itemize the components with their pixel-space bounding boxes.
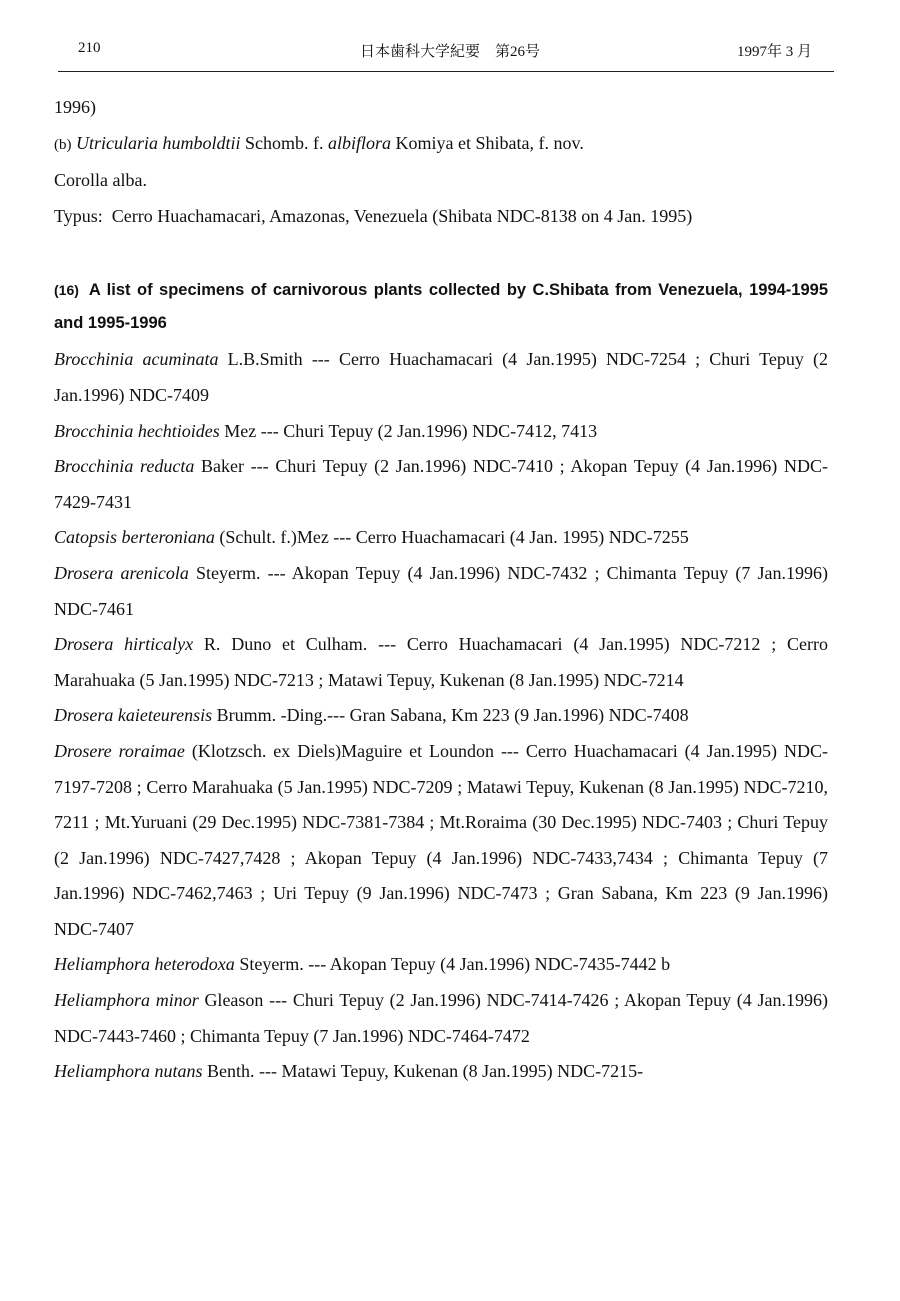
list-item: Drosera arenicola Steyerm. --- Akopan Tepuy (4 Jan.1996) NDC-7432 ; Chimanta Tepuy (7 Jan.1996) NDC-7461 [54,562,829,619]
new-forma-entry [54,126,828,164]
typus [54,199,828,235]
list-item: Brocchinia hechtioides Mez --- Churi Tepuy (2 Jan.1996) NDC-7412, 7413 [54,420,598,441]
list-item: Brocchinia reducta Baker --- Churi Tepuy (2 Jan.1996) NDC-7410 ; Akopan Tepuy (4 Jan.1996) NDC-7429-7431 [54,456,828,512]
typus-text: Cerro Huachamacari, Amazonas, Venezuela (Shibata NDC-8138 on 4 Jan. 1995) [111,205,693,226]
list-item: Heliamphora heterodoxa Steyerm. --- Akopan Tepuy (4 Jan.1996) NDC-7435-7442 b [54,954,671,975]
list-item: Catopsis berteroniana (Schult. f.)Mez --- Cerro Huachamacari (4 Jan. 1995) NDC-7255 [54,527,689,548]
list-item: Drosera hirticalyx R. Duno et Culham. --- Cerro Huachamacari (4 Jan.1995) NDC-7212 ; Cerro Marahuaka (5 Jan.1995) NDC-7213 ; Matawi Tepuy, Kukenan (8 Jan.1995) NDC-7214 [54,634,828,690]
taxon-name: Utricularia humboldtii [76,132,241,153]
page-number: 210 [78,40,101,56]
taxon-author: Schomb. f. [245,132,324,153]
issue-date: 1997年 3 月 [736,44,812,60]
forma-name: albiflora [328,132,392,153]
specimen-list [54,342,828,1089]
typus-label: Typus: [54,205,103,226]
list-item: Drosera kaieteurensis Brumm. -Ding.--- Gran Sabana, Km 223 (9 Jan.1996) NDC-7408 [54,705,689,726]
body-text [54,90,828,1090]
description: Corolla alba. [54,170,147,191]
list-item: Drosere roraimae (Klotzsch. ex Diels)Maguire et Loundon --- Cerro Huachamacari (4 Jan.1995) NDC-7197-7208 ; Cerro Marahuaka (5 Jan.1995) NDC-7209 ; Matawi Tepuy, Kukenan (8 Jan.1995) NDC-7210, 7211 ; Mt.Yuruani (29 Dec.1995) NDC-7381-7384 ; Mt.Roraima (30 Dec.1995) NDC-7403 ; Churi Tepuy (2 Jan.1996) NDC-7427,7428 ; Akopan Tepuy (4 Jan.1996) NDC-7433,7434 ; Chimanta Tepuy (7 Jan.1996) NDC-7462,7463 ; Uri Tepuy (9 Jan.1996) NDC-7473 ; Gran Sabana, Km 223 (9 Jan.1996) NDC-7407 [54,740,828,939]
list-item: Heliamphora minor Gleason --- Churi Tepuy (2 Jan.1996) NDC-7414-7426 ; Akopan Tepuy (4 Jan.1996) NDC-7443-7460 ; Chimanta Tepuy (7 Jan.1996) NDC-7464-7472 [54,990,829,1046]
journal-title: 日本歯科大学紀要 第26号 [359,44,540,60]
header-rule [58,71,834,72]
forma-author: Komiya et Shibata, f. nov. [395,132,584,153]
carryover-line: 1996) [54,97,96,117]
list-item: Brocchinia acuminata L.B.Smith --- Cerro Huachamacari (4 Jan.1995) NDC-7254 ; Churi Tepuy (2 Jan.1996) NDC-7409 [54,349,829,405]
section-number: (16) [54,282,79,299]
section-heading [54,274,828,340]
section-title: A list of specimens of carnivorous plants collected by C.Shibata from Venezuela, 1994-1995 and 1995-1996 [54,281,828,333]
taxon-letter: (b) [54,136,72,153]
list-item: Heliamphora nutans Benth. --- Matawi Tepuy, Kukenan (8 Jan.1995) NDC-7215- [54,1061,644,1082]
